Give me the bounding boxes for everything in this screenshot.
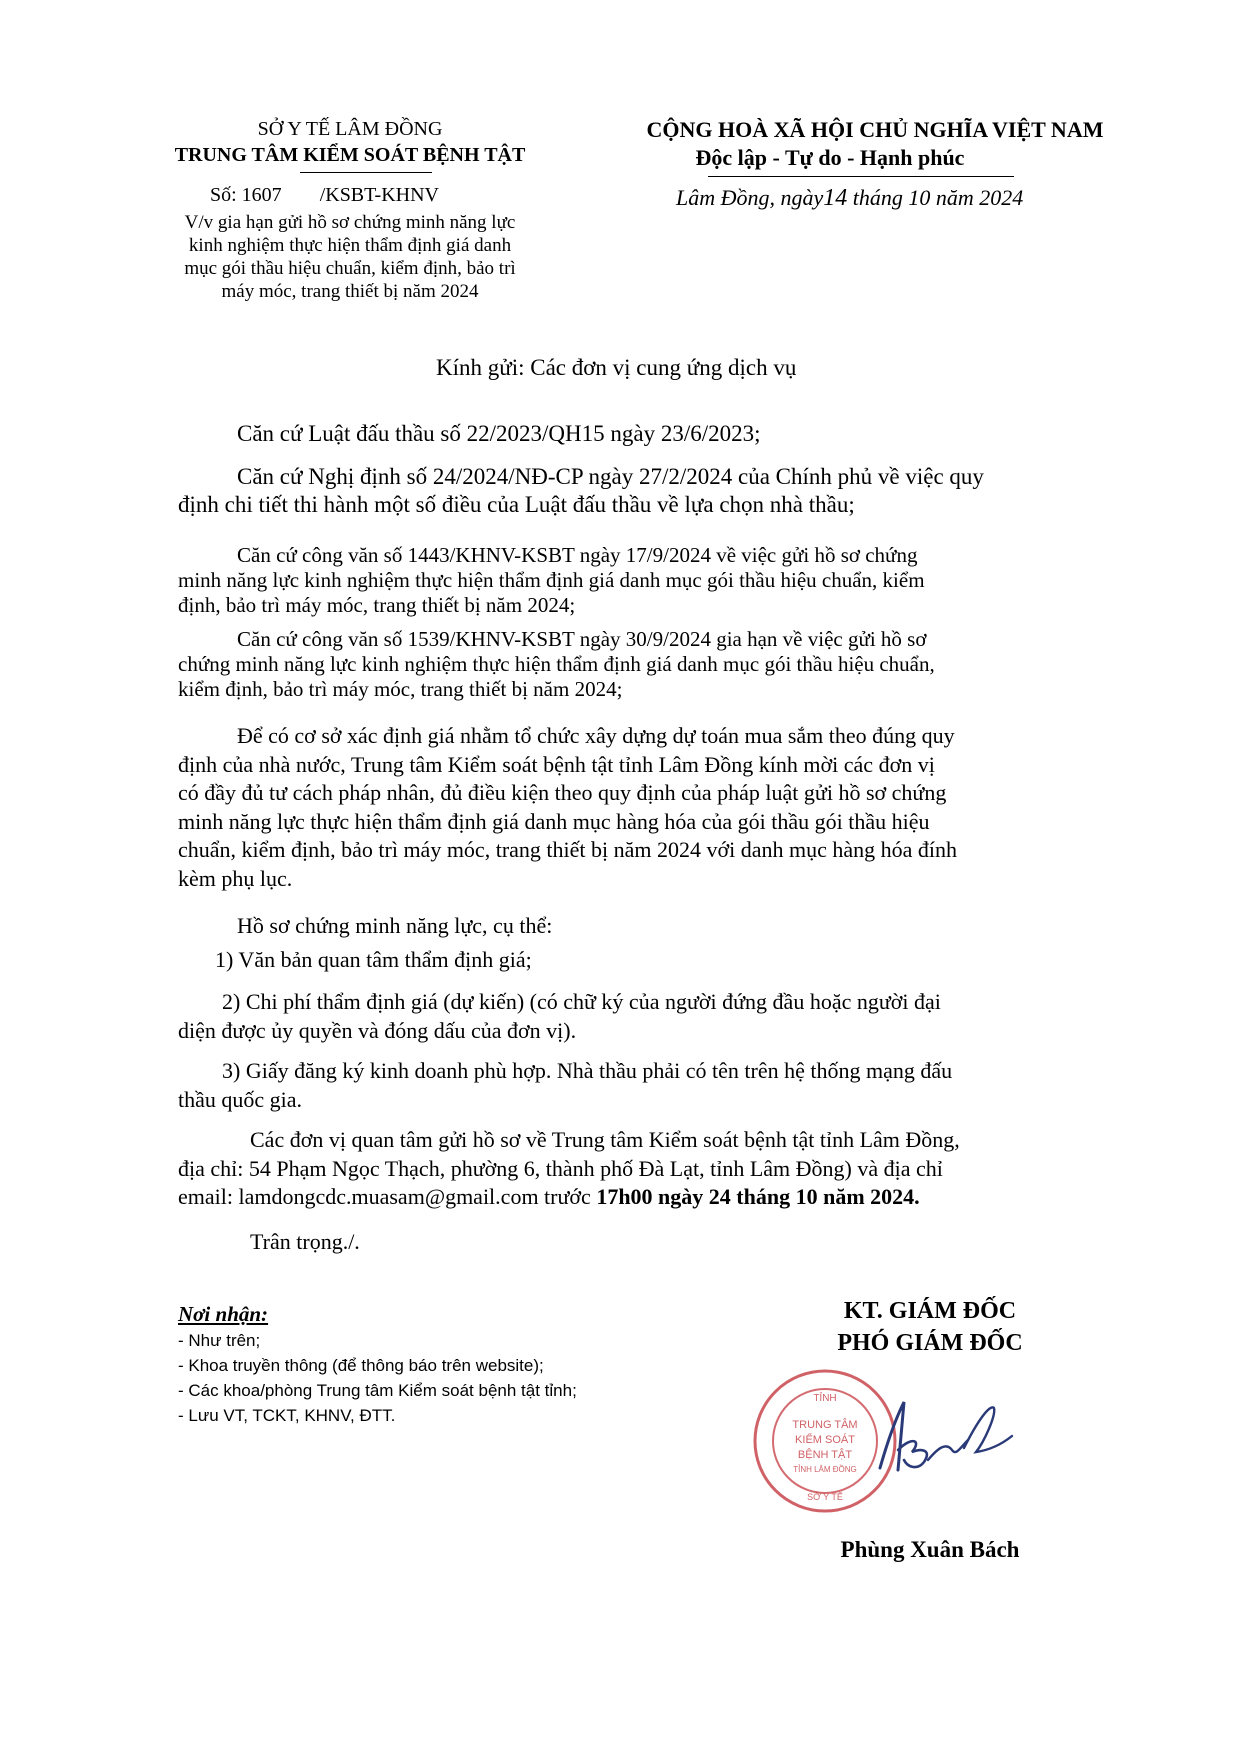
body-paragraph (178, 543, 1114, 618)
signer-title-2: PHÓ GIÁM ĐỐC (837, 1330, 1023, 1356)
document-number-suffix: /KSBT-KHNV (319, 184, 439, 206)
agency-name: TRUNG TÂM KIỂM SOÁT BỆNH TẬT (174, 144, 526, 166)
national-motto: Độc lập - Tự do - Hạnh phúc (695, 145, 965, 170)
paragraph-line: minh năng lực kinh nghiệm thực hiện thẩm định giá danh mục gói thầu hiệu chuẩn, kiểm (178, 568, 925, 592)
recipient-line: Kính gửi: Các đơn vị cung ứng dịch vụ (436, 355, 797, 380)
paragraph-line: 2) Chi phí thẩm định giá (dự kiến) (có chữ ký của người đứng đầu hoặc người đại (222, 989, 941, 1014)
recipient-item: - Các khoa/phòng Trung tâm Kiểm soát bệnh tật tỉnh; (178, 1381, 577, 1400)
place-date-prefix: Lâm Đồng, ngày (676, 185, 824, 210)
paragraph-line: Căn cứ công văn số 1539/KHNV-KSBT ngày 30/9/2024 gia hạn về việc gửi hồ sơ (237, 627, 927, 651)
subject-line: V/v gia hạn gửi hồ sơ chứng minh năng lực (184, 212, 516, 233)
body-paragraph: Hồ sơ chứng minh năng lực, cụ thể: (237, 913, 553, 938)
paragraph-line: minh năng lực thực hiện thẩm định giá danh mục hàng hóa của gói thầu gói thầu hiệu (178, 808, 930, 834)
body-paragraph (178, 627, 1114, 702)
paragraph-line: định, bảo trì máy móc, trang thiết bị năm 2024; (178, 593, 576, 617)
paragraph-line: diện được ủy quyền và đóng dấu của đơn vị). (178, 1017, 577, 1043)
place-date (676, 185, 1023, 212)
paragraph-line: Các đơn vị quan tâm gửi hồ sơ về Trung tâm Kiểm soát bệnh tật tỉnh Lâm Đồng, (250, 1127, 960, 1152)
paragraph-line: địa chỉ: 54 Phạm Ngọc Thạch, phường 6, thành phố Đà Lạt, tỉnh Lâm Đồng) và địa chỉ (178, 1155, 943, 1181)
deadline-text: 17h00 ngày 24 tháng 10 năm 2024 (596, 1184, 915, 1209)
document-number-label: Số: 1607 (210, 184, 282, 206)
body-paragraph: Căn cứ Luật đấu thầu số 22/2023/QH15 ngày 23/6/2023; (237, 421, 761, 446)
subject-line: mục gói thầu hiệu chuẩn, kiểm định, bảo trì (184, 258, 516, 279)
paragraph-line: thầu quốc gia. (178, 1086, 303, 1112)
svg-text:TỈNH LÂM ĐỒNG: TỈNH LÂM ĐỒNG (793, 1465, 857, 1474)
svg-text:BỆNH TẬT: BỆNH TẬT (797, 1449, 853, 1461)
recipient-item: - Lưu VT, TCKT, KHNV, ĐTT. (178, 1406, 396, 1425)
requirement-item: 1) Văn bản quan tâm thẩm định giá; (215, 947, 532, 972)
requirement-item (178, 988, 1114, 1045)
handwritten-signature-icon (860, 1390, 1020, 1485)
paragraph-line: định của nhà nước, Trung tâm Kiểm soát bệnh tật tỉnh Lâm Đồng kính mời các đơn vị (178, 751, 935, 777)
document-subject (140, 211, 560, 303)
subject-line: kinh nghiệm thực hiện thẩm định giá danh (188, 235, 512, 256)
agency-underline (300, 172, 432, 173)
signer-title-1: KT. GIÁM ĐỐC (843, 1298, 1017, 1324)
body-paragraph (178, 463, 1114, 519)
recipient-item: - Như trên; (178, 1331, 261, 1350)
recipients-list (178, 1300, 577, 1428)
svg-text:TỈNH: TỈNH (813, 1393, 837, 1404)
recipient-item: - Khoa truyền thông (để thông báo trên website); (178, 1356, 544, 1375)
paragraph-line: chứng minh năng lực kinh nghiệm thực hiện thẩm định giá danh mục gói thầu hiệu chuẩn, (178, 652, 935, 676)
agency-parent: SỞ Y TẾ LÂM ĐỒNG (257, 118, 443, 140)
svg-text:SỞ Y TẾ: SỞ Y TẾ (807, 1492, 843, 1502)
svg-text:TRUNG TÂM: TRUNG TÂM (792, 1419, 858, 1431)
signer-name: Phùng Xuân Bách (840, 1537, 1020, 1562)
recipients-title: Nơi nhận: (178, 1302, 269, 1326)
place-date-day: 14 (823, 185, 848, 211)
place-date-suffix: tháng 10 năm 2024 (852, 185, 1024, 210)
motto-underline (708, 176, 1014, 177)
paragraph-line: kèm phụ lục. (178, 865, 293, 891)
email-line-text: email: lamdongcdc.muasam@gmail.com trước (178, 1184, 597, 1209)
subject-line: máy móc, trang thiết bị năm 2024 (221, 281, 479, 302)
paragraph-line: định chi tiết thi hành một số điều của Luật đấu thầu về lựa chọn nhà thầu; (178, 492, 855, 517)
paragraph-line: có đầy đủ tư cách pháp nhân, đủ điều kiện theo quy định của pháp luật gửi hồ sơ chứng (178, 780, 947, 805)
document-number (210, 184, 439, 207)
paragraph-line: Để có cơ sở xác định giá nhằm tổ chức xây dựng dự toán mua sắm theo đúng quy (237, 723, 955, 748)
paragraph-line: kiểm định, bảo trì máy móc, trang thiết bị năm 2024; (178, 677, 623, 701)
body-paragraph (178, 722, 1114, 893)
deadline-end: . (914, 1184, 920, 1209)
national-title: CỘNG HOÀ XÃ HỘI CHỦ NGHĨA VIỆT NAM (646, 117, 1104, 142)
requirement-item (178, 1057, 1114, 1114)
body-paragraph (178, 1126, 1114, 1212)
paragraph-line: 3) Giấy đăng ký kinh doanh phù hợp. Nhà thầu phải có tên trên hệ thống mạng đấu (222, 1058, 953, 1083)
svg-text:KIỂM SOÁT: KIỂM SOÁT (795, 1434, 855, 1446)
paragraph-line: chuẩn, kiểm định, bảo trì máy móc, trang thiết bị năm 2024 với danh mục hàng hóa đính (178, 837, 958, 862)
closing-salutation: Trân trọng./. (250, 1229, 360, 1254)
paragraph-line: Căn cứ công văn số 1443/KHNV-KSBT ngày 17/9/2024 về việc gửi hồ sơ chứng (237, 543, 918, 567)
paragraph-line-deadline (178, 1183, 1114, 1212)
paragraph-line: Căn cứ Nghị định số 24/2024/NĐ-CP ngày 27/2/2024 của Chính phủ về việc quy (237, 464, 984, 489)
